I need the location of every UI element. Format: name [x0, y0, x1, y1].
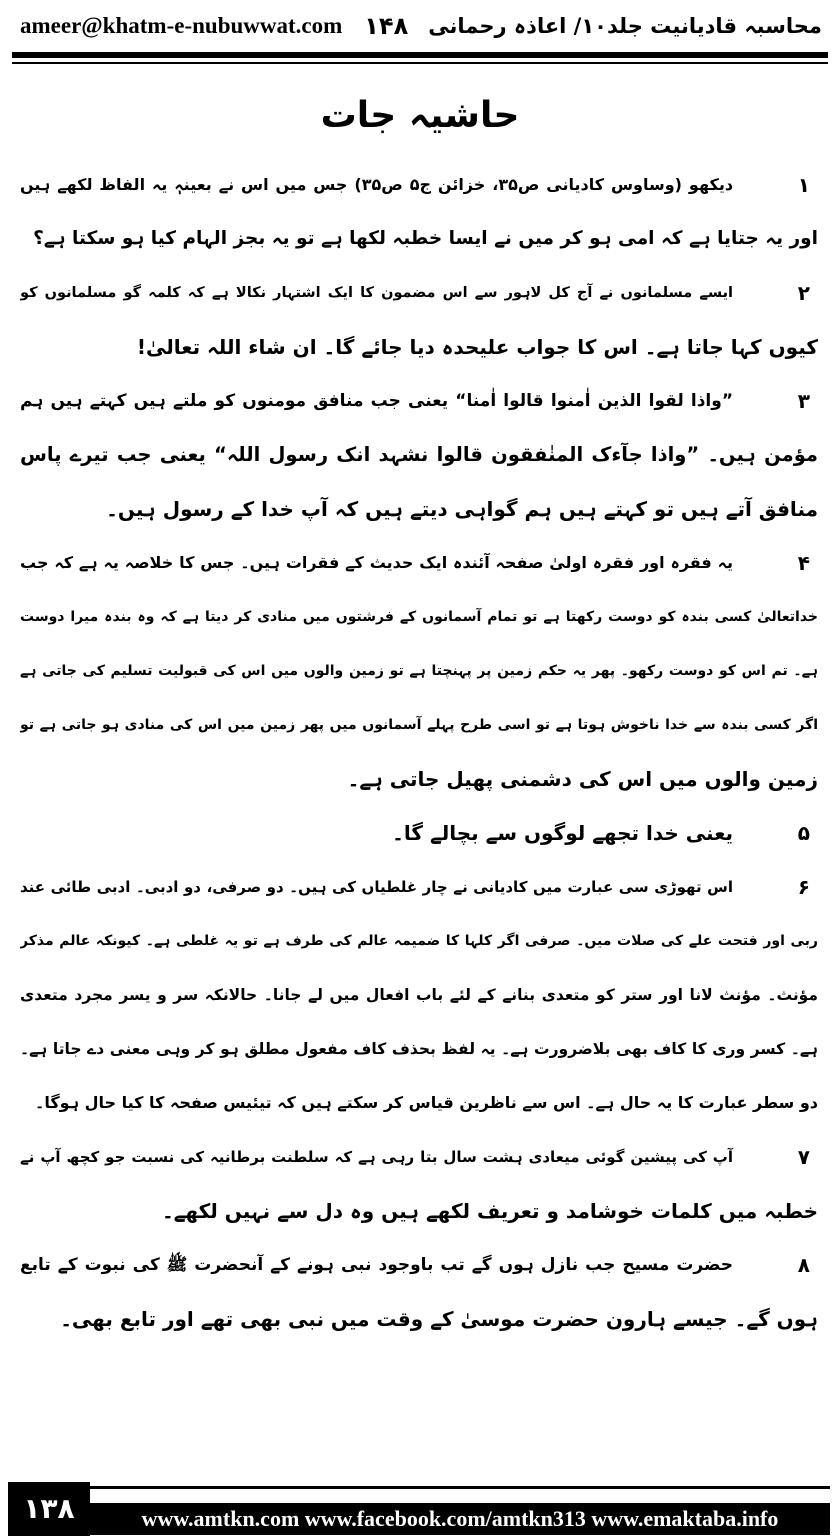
footnote-line [20, 212, 818, 266]
footnote-text: ہے۔ کسر وری کا کاف بھی بلاضرورت ہے۔ یہ لفظ بحذف کاف مفعول مطلق ہو کر وہی معنی دے جاتا ہے۔ [20, 1040, 818, 1058]
footnote-first-line [20, 266, 818, 320]
footnote-marker: ۷ [797, 1145, 810, 1169]
footnote-text: زمین والوں میں اس کی دشمنی پھیل جاتی ہے۔ [347, 767, 818, 791]
footnotes [20, 158, 818, 1346]
header-rule-thick [12, 52, 828, 58]
footnote-text: اس تھوڑی سی عبارت میں کادیانی نے چار غلطیاں کی ہیں۔ دو صرفی، دو ادبی۔ ادبی طائی عند [20, 878, 733, 896]
header-book-title: محاسبہ قادیانیت جلد۱۰/ اعاذہ رحمانی [428, 14, 822, 38]
footnote-line [20, 644, 818, 698]
footnote-marker: ۳ [797, 389, 810, 413]
footnote-text: مؤمن ہیں۔ ”واذا جآءک المنٰفقون قالوا نشہد انک رسول اللہ“ یعنی جب تیرے پاس [20, 443, 818, 466]
footnote-text: ”واذا لقوا الذین اٰمنوا قالوا اٰمنا“ یعنی جب منافق مومنوں کو ملتے ہیں کہتے ہیں ہم [20, 391, 733, 411]
footnote-text: ایسے مسلمانوں نے آج کل لاہور سے اس مضمون کا ایک اشتہار نکالا ہے کہ کلمہ گو مسلمانوں کو [20, 285, 733, 301]
footnote-text: حضرت مسیح جب نازل ہوں گے تب باوجود نبی ہونے کے آنحضرت ﷺ کی نبوت کے تابع [20, 1255, 733, 1275]
footnote-text: مؤنث۔ مؤنث لانا اور ستر کو متعدی بنانے کے لئے باب افعال میں لے جانا۔ حالانکہ سر و یسر مجرد متعدی [20, 986, 818, 1004]
footer-page-number: ۱۳۸ [8, 1482, 90, 1536]
footnote-marker: ۲ [797, 281, 810, 305]
footnote-text: اگر کسی بندہ سے خدا ناخوش ہوتا ہے تو اسی طرح پہلے آسمانوں میں پھر زمین میں اس کی منادی ہو جاتی ہے تو [20, 717, 818, 733]
footnote-line [20, 1184, 818, 1238]
footnote-line [20, 320, 818, 374]
footnote-text: کیوں کہا جاتا ہے۔ اس کا جواب علیحدہ دیا جائے گا۔ ان شاء اللہ تعالیٰ! [136, 335, 818, 359]
footnote-first-line [20, 1130, 818, 1184]
page-title: حاشیہ جات [320, 95, 520, 136]
footnote-text: ہوں گے۔ جیسے ہارون حضرت موسیٰ کے وقت میں نبی بھی تھے اور تابع بھی۔ [60, 1307, 818, 1331]
footnote-line [20, 752, 818, 806]
footnote-line [20, 914, 818, 968]
footnote-line [20, 698, 818, 752]
footnote-marker: ۸ [797, 1253, 810, 1277]
page-header [20, 4, 820, 48]
header-email: ameer@khatm-e-nubuwwat.com [20, 13, 343, 38]
footnote-marker: ۶ [797, 875, 810, 899]
footnote-text: ہے۔ تم اس کو دوست رکھو۔ پھر یہ حکم زمین پر پہنچتا ہے تو زمین والوں میں اس کی قبولیت تسلیم کی جاتی ہے [20, 663, 818, 679]
header-page-number: ۱۴۸ [364, 12, 409, 40]
footnote-text: خداتعالیٰ کسی بندہ کو دوست رکھتا ہے تو تمام آسمانوں کے فرشتوں میں منادی کر دیتا ہے کہ وہ بندہ میرا دوست [20, 609, 818, 625]
footnote-line [20, 1292, 818, 1346]
footnote-marker: ۵ [797, 821, 810, 845]
footnote-text: دیکھو (وساوس کادیانی ص۳۵، خزائن ج۵ ص۳۵) جس میں اس نے بعینہٖ یہ الفاظ لکھے ہیں [20, 175, 734, 194]
footnote-line [20, 1076, 818, 1130]
footnote-first-line [20, 1238, 818, 1292]
footnote-line [20, 482, 818, 536]
footnote-line [20, 428, 818, 482]
footnote-first-line [20, 860, 818, 914]
footnote-marker: ۱ [797, 173, 810, 197]
footnote-first-line [20, 806, 818, 860]
footnote-line [20, 590, 818, 644]
footnote-first-line [20, 374, 818, 428]
footnote-text: خطبہ میں کلمات خوشامد و تعریف لکھے ہیں وہ دل سے نہیں لکھے۔ [161, 1199, 818, 1223]
footnote-first-line [20, 158, 818, 212]
footnote-first-line [20, 536, 818, 590]
footnote-line [20, 1022, 818, 1076]
footnote-text: آپ کی پیشین گوئی میعادی ہشت سال بتا رہی ہے کہ سلطنت برطانیہ کی نسبت جو کچھ آپ نے [20, 1148, 733, 1166]
footnote-text: یہ فقرہ اور فقرہ اولیٰ صفحہ آئندہ ایک حدیث کے فقرات ہیں۔ جس کا خلاصہ یہ ہے کہ جب [20, 553, 733, 572]
header-rule-thin [12, 62, 828, 64]
footnote-text: دو سطر عبارت کا یہ حال ہے۔ اس سے ناظرین قیاس کر سکتے ہیں کہ تیئیس صفحہ کا کیا حال ہوگا۔ [34, 1093, 818, 1112]
footnote-text: ربی اور فتحت علے کی صلات میں۔ صرفی اگر کلہا کا ضمیمہ عالم کی طرف ہے تو یہ غلطی ہے۔ کیونکہ عالم مذکر [20, 933, 818, 949]
footnote-marker: ۴ [797, 551, 810, 575]
footnote-text: اور یہ جتایا ہے کہ امی ہو کر میں نے ایسا خطبہ لکھا ہے تو یہ بجز الہام کیا ہو سکتا ہے؟ [33, 228, 818, 249]
footer-links: www.amtkn.com www.facebook.com/amtkn313 www.emaktaba.info [90, 1503, 830, 1535]
footnote-text: منافق آتے ہیں تو کہتے ہیں ہم گواہی دیتے ہیں کہ آپ خدا کے رسول ہیں۔ [106, 497, 818, 521]
footnote-text: یعنی خدا تجھے لوگوں سے بچالے گا۔ [392, 821, 733, 845]
footnote-line [20, 968, 818, 1022]
